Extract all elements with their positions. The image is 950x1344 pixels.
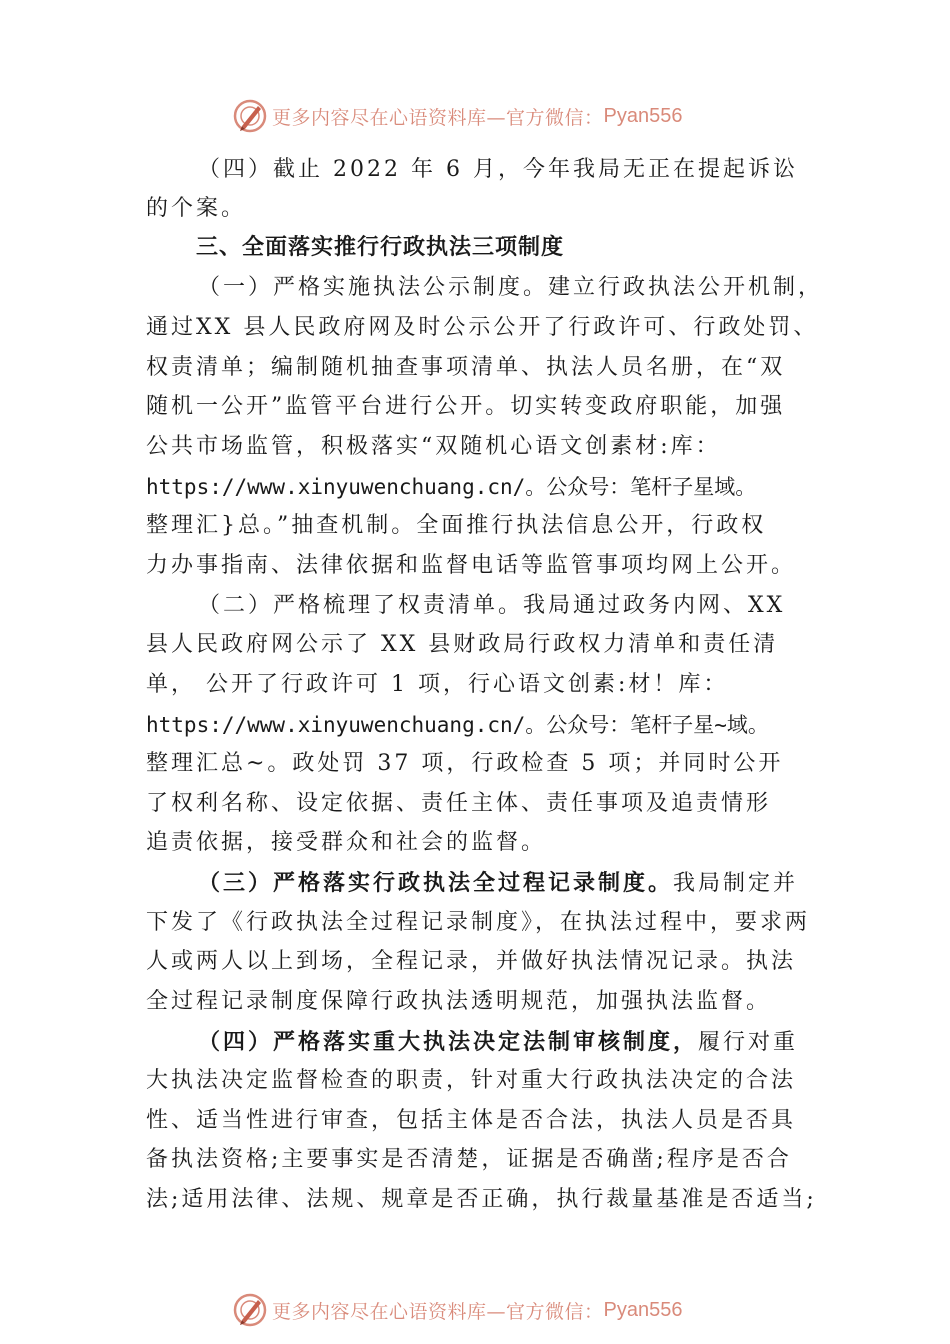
paragraph-line: 力办事指南、法律依据和监督电话等监管事项均网上公开。 (146, 553, 797, 578)
paragraph-line: （一）严格实施执法公示制度。建立行政执法公开机制， (198, 275, 824, 300)
watermark-text: 更多内容尽在心语资料库—官方微信： (272, 1300, 604, 1323)
paragraph-line: 人或两人以上到场，全程记录，并做好执法情况记录。执法 (146, 949, 797, 974)
paragraph-line: 随机一公开”监管平台进行公开。切实转变政府职能，加强 (146, 394, 786, 419)
header-watermark (232, 96, 682, 136)
watermark-text: 更多内容尽在心语资料库—官方微信： (272, 106, 604, 129)
paragraph-line: 性、适当性进行审查，包括主体是否合法，执法人员是否具 (146, 1108, 797, 1133)
paragraph-text: 我局制定并 (673, 871, 799, 896)
paragraph-line: 县人民政府网公示了 XX 县财政局行政权力清单和责任清 (146, 632, 779, 657)
paragraph-line: （四）截止 2022 年 6 月，今年我局无正在提起诉讼 (198, 157, 798, 182)
bold-subheading: （三）严格落实行政执法全过程记录制度。 (198, 870, 674, 896)
footer-watermark (232, 1290, 682, 1330)
paragraph-line: 公共市场监管，积极落实“双随机心语文创素材:库： (146, 434, 721, 459)
paragraph-line: https://www.xinyuwenchuang.cn/。公众号：笔杆子星域。 (146, 475, 757, 499)
paragraph-line: 追责依据，接受群众和社会的监督。 (146, 830, 547, 855)
watermark-wechat-id: Pyan556 (603, 1298, 683, 1321)
paragraph-text: 履行对重 (698, 1030, 799, 1055)
paragraph-line: 下发了《行政执法全过程记录制度》，在执法过程中，要求两 (146, 910, 811, 935)
paragraph-line (146, 863, 846, 903)
pen-logo-icon (232, 98, 268, 134)
paragraph-line: 整理汇总~。政处罚 37 项，行政检查 5 项；并同时公开 (146, 751, 784, 776)
paragraph-line: 备执法资格;主要事实是否清楚，证据是否确凿;程序是否合 (146, 1147, 792, 1172)
paragraph-line: 单， 公开了行政许可 1 项，行心语文创素:材！库： (146, 672, 729, 697)
paragraph-line: https://www.xinyuwenchuang.cn/。公众号：笔杆子星~域。 (146, 713, 769, 737)
paragraph-line: 大执法决定监督检查的职责，针对重大行政执法决定的合法 (146, 1068, 797, 1093)
paragraph-line: 整理汇}总。”抽查机制。全面推行执法信息公开，行政权 (146, 513, 767, 538)
paragraph-line: 的个案。 (146, 196, 247, 221)
paragraph-line (146, 1022, 846, 1062)
paragraph-line: 全过程记录制度保障行政执法透明规范，加强执法监督。 (146, 989, 772, 1014)
paragraph-line: （二）严格梳理了权责清单。我局通过政务内网、XX (198, 593, 786, 618)
section-heading: 三、全面落实推行行政执法三项制度 (196, 235, 565, 260)
bold-subheading: （四）严格落实重大执法决定法制审核制度， (198, 1029, 699, 1055)
watermark-wechat-id: Pyan556 (603, 104, 683, 127)
paragraph-line: 了权利名称、设定依据、责任主体、责任事项及追责情形 (146, 791, 772, 816)
paragraph-line: 通过XX 县人民政府网及时公示公开了行政许可、行政处罚、 (146, 315, 819, 340)
paragraph-line: 权责清单；编制随机抽查事项清单、执法人员名册，在“双 (146, 355, 786, 380)
paragraph-line: 法;适用法律、法规、规章是否正确，执行裁量基准是否适当; (146, 1187, 817, 1212)
pen-logo-icon (232, 1292, 268, 1328)
